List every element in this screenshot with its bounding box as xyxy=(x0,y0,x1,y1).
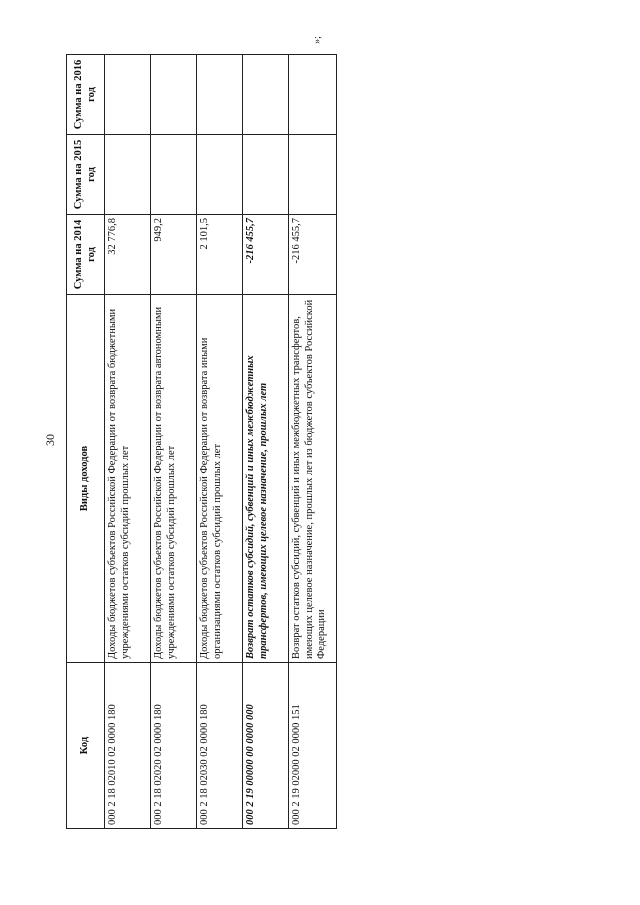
header-sum-2015: Сумма на 2015 год xyxy=(67,135,105,215)
table-row-group-total xyxy=(243,55,289,829)
row-sum-2015 xyxy=(289,135,337,215)
row-code: 000 2 19 02000 02 0000 151 xyxy=(289,663,337,829)
row-kind: Доходы бюджетов субъектов Российской Федерации от возврата бюджетными учреждениями остатков субсидий прошлых лет xyxy=(105,295,151,663)
row-kind: Доходы бюджетов субъектов Российской Федерации от возврата иными организациями остатков субсидий прошлых лет xyxy=(197,295,243,663)
row-sum-2016 xyxy=(105,55,151,135)
row-sum-2015 xyxy=(197,135,243,215)
header-sum-2014: Сумма на 2014 год xyxy=(67,215,105,295)
income-table xyxy=(66,54,337,829)
row-sum-2015 xyxy=(243,135,289,215)
header-sum-2016: Сумма на 2016 год xyxy=(67,55,105,135)
side-mark: »; xyxy=(312,36,323,44)
row-sum-2014: 32 776,8 xyxy=(105,215,151,295)
row-kind: Доходы бюджетов субъектов Российской Федерации от возврата автономными учреждениями остатков субсидий прошлых лет xyxy=(151,295,197,663)
row-sum-2016 xyxy=(197,55,243,135)
row-code: 000 2 18 02020 02 0000 180 xyxy=(151,663,197,829)
row-sum-2014: 2 101,5 xyxy=(197,215,243,295)
row-code: 000 2 18 02010 02 0000 180 xyxy=(105,663,151,829)
row-sum-2014: 949,2 xyxy=(151,215,197,295)
table-row xyxy=(151,55,197,829)
row-kind: Возврат остатков субсидий, субвенций и иных межбюджетных трансфертов, имеющих целевое назначение, прошлых лет из бюджетов субъектов Российской Федерации xyxy=(289,295,337,663)
row-code: 000 2 18 02030 02 0000 180 xyxy=(197,663,243,829)
row-sum-2016 xyxy=(289,55,337,135)
rotated-table-wrapper xyxy=(66,55,336,829)
row-sum-2014: -216 455,7 xyxy=(289,215,337,295)
row-sum-2016 xyxy=(243,55,289,135)
row-sum-2014: -216 455,7 xyxy=(243,215,289,295)
table-row xyxy=(105,55,151,829)
header-code: Код xyxy=(67,663,105,829)
row-kind: Возврат остатков субсидий, субвенций и иных межбюджетных трансфертов, имеющих целевое назначение, прошлых лет xyxy=(243,295,289,663)
table-row xyxy=(197,55,243,829)
row-code: 000 2 19 00000 00 0000 000 xyxy=(243,663,289,829)
rotated-table-area xyxy=(66,55,336,829)
row-sum-2016 xyxy=(151,55,197,135)
table-header-row xyxy=(67,55,105,829)
row-sum-2015 xyxy=(151,135,197,215)
page-number: 30 xyxy=(43,434,57,446)
row-sum-2015 xyxy=(105,135,151,215)
header-kind: Виды доходов xyxy=(67,295,105,663)
table-row xyxy=(289,55,337,829)
